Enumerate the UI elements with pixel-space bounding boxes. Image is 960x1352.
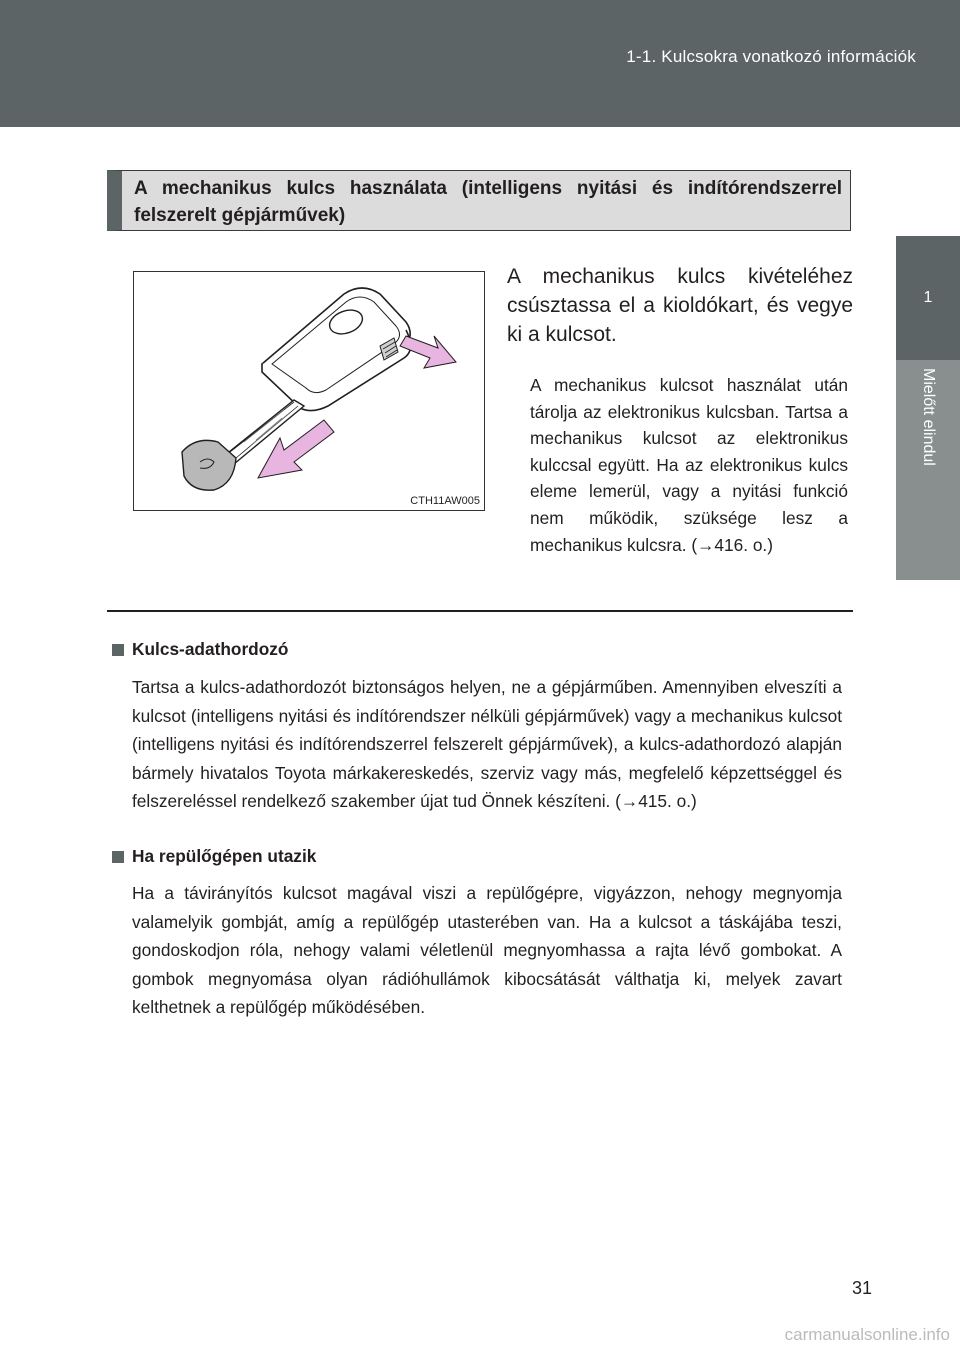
chapter-tab-title — [896, 360, 960, 580]
section-divider — [107, 610, 853, 612]
subsection-title: Ha repülőgépen utazik — [132, 846, 317, 866]
footer-watermark: carmanualsonline.info — [784, 1325, 950, 1344]
square-bullet-icon — [112, 851, 124, 863]
square-bullet-icon — [112, 644, 124, 656]
subsection-title: Kulcs-adathordozó — [132, 639, 289, 659]
chapter-number: 1 — [923, 289, 933, 306]
key-illustration — [133, 271, 485, 511]
smart-key-drawing — [134, 272, 486, 512]
subsection-heading-key-data — [112, 639, 289, 660]
page-number: 31 — [851, 1278, 872, 1298]
header-band — [0, 0, 960, 127]
subsection-body-key-data: Tartsa a kulcs-adathordozót biztonságos helyen, ne a gépjárműben. Amennyiben elveszíti a kulcsot (intelligens nyitási és indítórendszer nélküli gépjárművek) vagy a mechanikus kulcsot (intelligens nyitási és indítórendszerrel felszerelt gépjárművek), a kulcs-adathordozó alapján bármely hivatalos Toyota márkakereskedés, szerviz vagy más, megfelelő képzettséggel és felszereléssel rendelkező szakember újat tud Önnek készíteni. (→415. o.) — [132, 677, 842, 812]
chapter-title: Mielőtt elindul — [920, 368, 937, 466]
figure-code: CTH11AW005 — [410, 495, 480, 507]
instruction-text: A mechanikus kulcs kivételéhez csúsztassa el a kioldókart, és vegye ki a kulcsot. — [507, 265, 853, 346]
section-title: 1-1. Kulcsokra vonatkozó információk — [626, 47, 916, 66]
section-heading: A mechanikus kulcs használata (intelligens nyitási és indítórendszerrel felszerelt gépjárművek) — [134, 178, 842, 226]
note-text: A mechanikus kulcsot használat után tárolja az elektronikus kulcsban. Tartsa a mechanikus kulcsot az elektronikus kulccsal együtt. Ha az elektronikus kulcs eleme lemerül, vagy a nyitási funkció nem működik, szüksége lesz a mechanikus kulcsra. (→416. o.) — [530, 375, 848, 555]
subsection-body-airplane: Ha a távirányítós kulcsot magával viszi a repülőgépre, vigyázzon, nehogy megnyomja valamelyik gombját, amíg a repülőgép utasterében van. Ha a kulcsot a táskájába teszi, gondoskodjon róla, nehogy valami véletlenül megnyomhassa a rajta lévő gombokat. A gombok megnyomása olyan rádióhullámok kibocsátását válthatja ki, melyek zavart kelthetnek a repülőgép működésében. — [132, 883, 842, 1018]
chapter-tab-number — [896, 236, 960, 360]
subsection-heading-airplane — [112, 846, 316, 867]
section-heading-box — [107, 170, 851, 231]
